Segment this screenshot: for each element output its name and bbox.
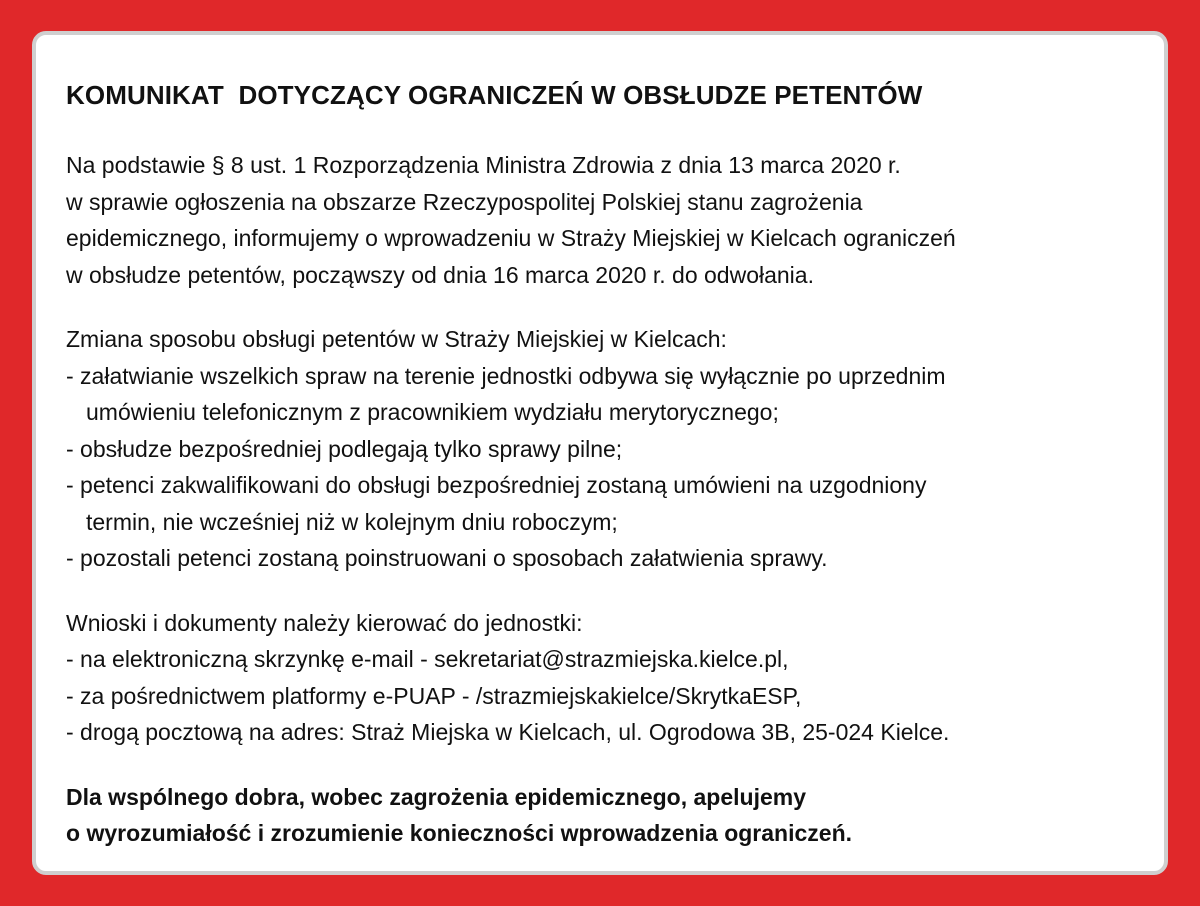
notice-content [66,79,1156,852]
notice-panel [32,31,1168,875]
intro-paragraph [66,147,1156,293]
contact-postal-address: - drogą pocztową na adres: Straż Miejska w Kielcach, ul. Ogrodowa 3B, 25-024 Kielce. [66,719,950,745]
changes-item: - petenci zakwalifikowani do obsługi bezpośredniej zostaną umówieni na uzgodniony [66,472,927,498]
changes-section [66,321,1156,577]
intro-line: w sprawie ogłoszenia na obszarze Rzeczypospolitej Polskiej stanu zagrożenia [66,188,863,215]
changes-heading: Zmiana sposobu obsługi petentów w Straży Miejskiej w Kielcach: [66,326,727,352]
changes-item: - pozostali petenci zostaną poinstruowani o sposobach załatwienia sprawy. [66,545,828,571]
contact-email: - na elektroniczną skrzynkę e-mail - sekretariat@strazmiejska.kielce.pl, [66,646,789,672]
intro-line: w obsłudze petentów, począwszy od dnia 16 marca 2020 r. do odwołania. [66,261,814,288]
intro-line: epidemicznego, informujemy o wprowadzeniu w Straży Miejskiej w Kielcach ograniczeń [66,225,956,251]
notice-title: KOMUNIKAT DOTYCZĄCY OGRANICZEŃ W OBSŁUDZE PETENTÓW [66,80,923,110]
changes-item-continuation: termin, nie wcześniej niż w kolejnym dniu roboczym; [86,508,618,535]
contact-epuap: - za pośrednictwem platformy e-PUAP - /strazmiejskakielce/SkrytkaESP, [66,682,802,709]
changes-item: - obsłudze bezpośredniej podlegają tylko sprawy pilne; [66,435,623,462]
changes-item: - załatwianie wszelkich spraw na terenie jednostki odbywa się wyłącznie po uprzednim [66,362,946,389]
closing-line: o wyrozumiałość i zrozumienie konieczności wprowadzenia ograniczeń. [66,820,853,846]
closing-line: Dla wspólnego dobra, wobec zagrożenia epidemicznego, apelujemy [66,783,806,810]
changes-item-continuation: umówieniu telefonicznym z pracownikiem wydziału merytorycznego; [86,399,779,425]
closing-appeal [66,779,1156,852]
contact-heading: Wnioski i dokumenty należy kierować do jednostki: [66,609,583,636]
intro-line: Na podstawie § 8 ust. 1 Rozporządzenia Ministra Zdrowia z dnia 13 marca 2020 r. [66,152,901,178]
contact-section [66,605,1156,751]
